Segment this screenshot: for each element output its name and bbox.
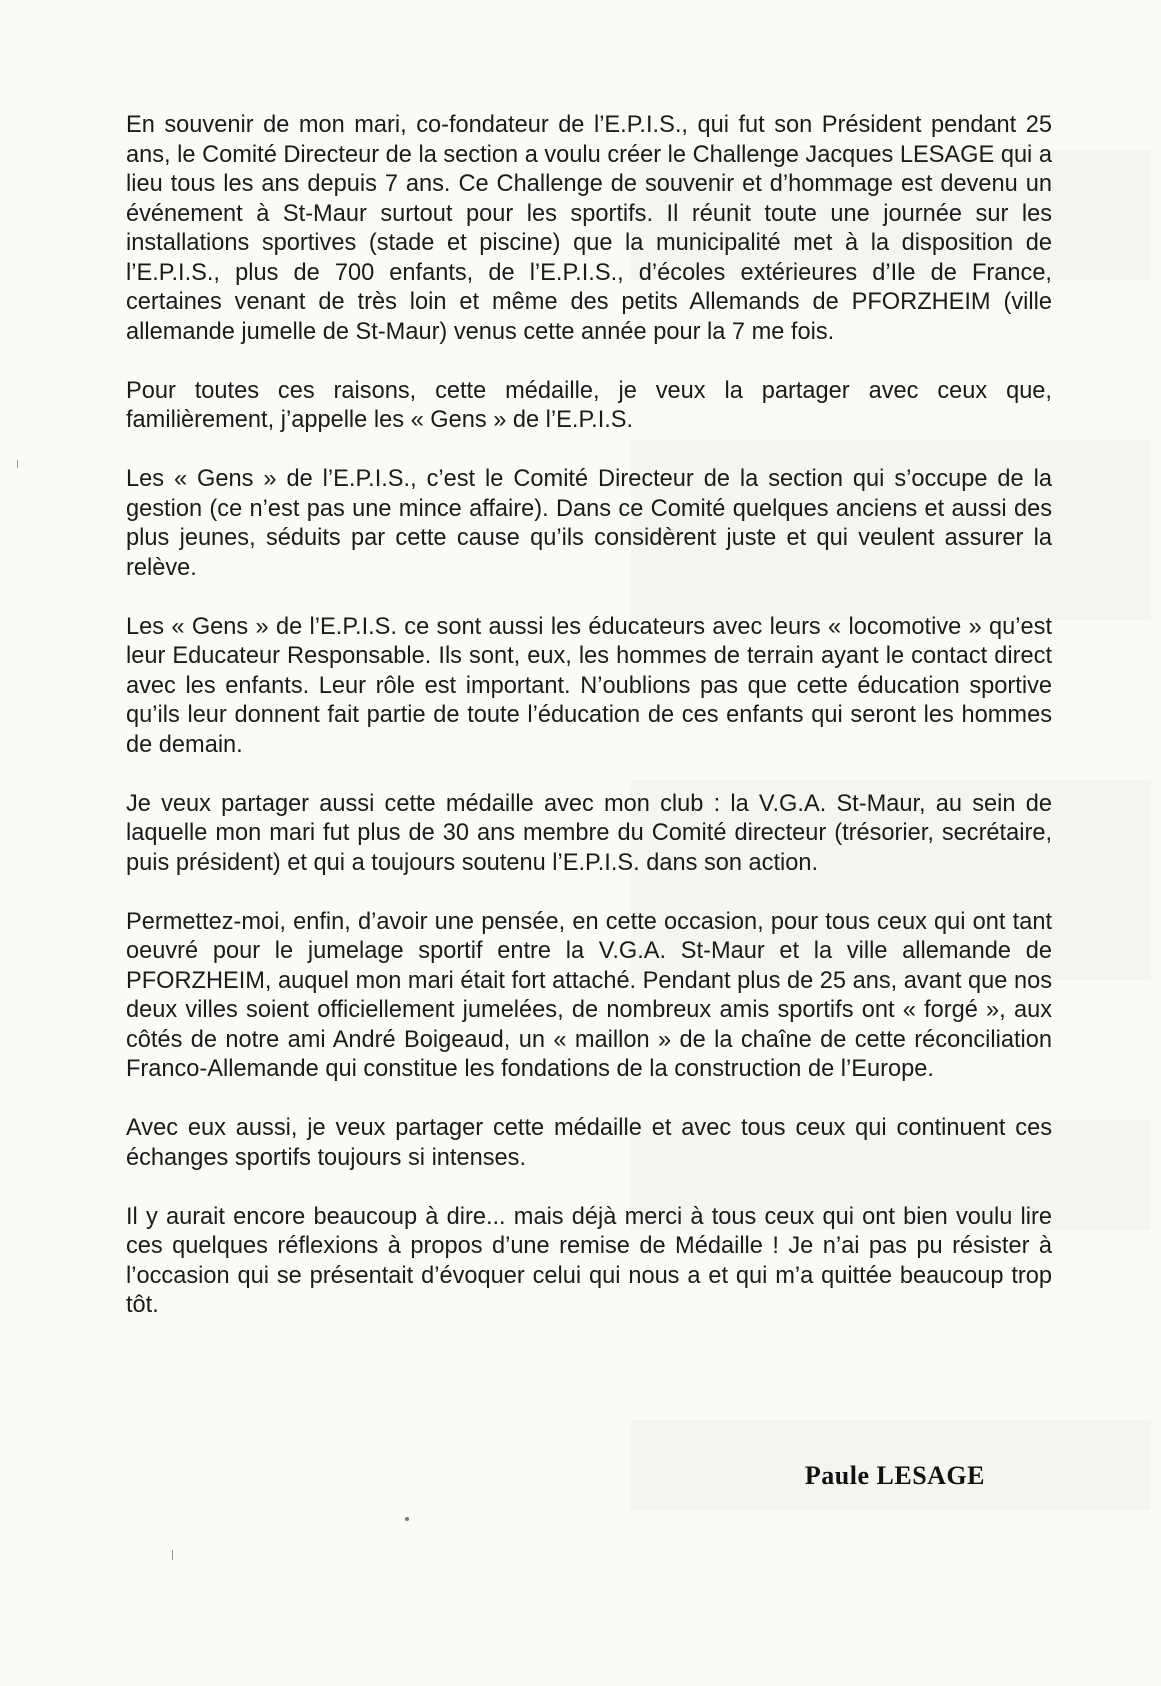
paragraph-committee: Les « Gens » de l’E.P.I.S., c’est le Comité Directeur de la section qui s’occupe de la gestion (ce n’est pas une mince affaire). Dans ce Comité quelques anciens et aussi des plus jeunes, séduits par cette cause qu’ils considèrent juste et qui veulent assurer la relève.: [126, 466, 1052, 581]
paragraph-closing: Il y aurait encore beaucoup à dire... mais déjà merci à tous ceux qui ont bien voulu lire ces quelques réflexions à propos d’une remise de Médaille ! Je n’ai pas pu résister à l’occasion qui se présentait d’évoquer celui qui nous a et qui m’a quittée beaucoup trop tôt.: [126, 1203, 1052, 1318]
paragraph-share-medal: Pour toutes ces raisons, cette médaille, je veux la partager avec ceux que, familièrement, j’appelle les « Gens » de l’E.P.I.S.: [126, 377, 1052, 433]
scan-mark: [172, 1550, 173, 1560]
signature: Paule LESAGE: [804, 1461, 985, 1490]
scan-mark: [17, 460, 18, 468]
scan-speck: [405, 1517, 409, 1521]
paragraph-challenge: En souvenir de mon mari, co-fondateur de l’E.P.I.S., qui fut son Président pendant 25 ans, le Comité Directeur de la section a voulu créer le Challenge Jacques LESAGE qui a lieu tous les ans depuis 7 ans. Ce Challenge de souvenir et d’hommage est devenu un événement à St-Maur surtout pour les sportifs. Il réunit toute une journée sur les installations sportives (stade et piscine) que la municipalité met à la disposition de l’E.P.I.S., plus de 700 enfants, de l’E.P.I.S., d’écoles extérieures d’Ile de France, certaines venant de très loin et même des petits Allemands de PFORZHEIM (ville allemande jumelle de St-Maur) venus cette année pour la 7 me fois.: [126, 112, 1052, 345]
paragraph-twinning: Permettez-moi, enfin, d’avoir une pensée, en cette occasion, pour tous ceux qui ont tant oeuvré pour le jumelage sportif entre la V.G.A. St-Maur et la ville allemande de PFORZHEIM, auquel mon mari était fort attaché. Pendant plus de 25 ans, avant que nos deux villes soient officiellement jumelées, de nombreux amis sportifs ont « forgé », aux côtés de notre ami André Boigeaud, un « maillon » de la chaîne de cette réconciliation Franco-Allemande qui constitue les fondations de la construction de l’Europe.: [126, 908, 1052, 1082]
paragraph-exchanges: Avec eux aussi, je veux partager cette médaille et avec tous ceux qui continuent ces échanges sportifs toujours si intenses.: [126, 1115, 1052, 1171]
paragraph-club: Je veux partager aussi cette médaille avec mon club : la V.G.A. St-Maur, au sein de laquelle mon mari fut plus de 30 ans membre du Comité directeur (trésorier, secrétaire, puis président) et qui a toujours soutenu l’E.P.I.S. dans son action.: [126, 790, 1052, 876]
paragraph-educators: Les « Gens » de l’E.P.I.S. ce sont aussi les éducateurs avec leurs « locomotive » qu’est leur Educateur Responsable. Ils sont, eux, les hommes de terrain ayant le contact direct avec les enfants. Leur rôle est important. N’oublions pas que cette éducation sportive qu’ils leur donnent fait partie de toute l’éducation de ces enfants qui seront les hommes de demain.: [126, 613, 1052, 758]
letter-body: [126, 111, 1052, 1350]
